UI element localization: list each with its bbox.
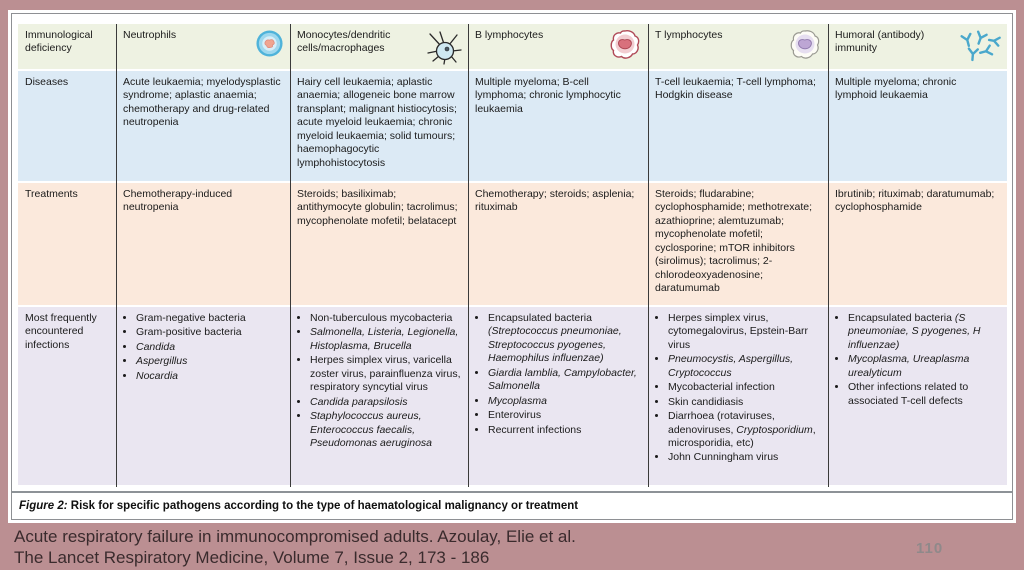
column-divider (290, 24, 291, 487)
figure-caption (19, 500, 1012, 512)
column-header-label: B lymphocytes (475, 29, 544, 41)
column-header-1 (116, 24, 290, 71)
infections-list (475, 312, 642, 437)
infection-item (488, 395, 642, 408)
column-header-content (835, 29, 1001, 63)
treatments-cell-2: Steroids; basiliximab; antithymocyte globulin; tacrolimus; mycophenolate mofetil; belatacept (290, 183, 468, 307)
figure-panel (11, 13, 1013, 520)
infection-text: Mycobacterial infection (668, 381, 775, 394)
corner-header-cell: Immunological deficiency (18, 24, 116, 71)
figure-caption-label: Figure 2: (19, 500, 68, 512)
infection-text: Non-tuberculous mycobacteria (310, 312, 453, 324)
t-lymphocyte-cell-icon (788, 29, 822, 60)
infection-item (488, 424, 642, 437)
infections-list (297, 312, 462, 450)
infection-text: Mycoplasma, Ureaplasma urealyticum (848, 353, 970, 379)
column-divider (828, 24, 829, 487)
infection-item (488, 312, 642, 366)
infection-text: Encapsulated bacteria (848, 312, 955, 324)
column-header-label: Humoral (antibody) immunity (835, 29, 925, 55)
citation-line-1: Acute respiratory failure in immunocompromised adults. Azoulay, Elie et al. (14, 527, 576, 546)
column-header-content (123, 29, 284, 58)
infection-item (310, 326, 462, 353)
diseases-row-label: Diseases (18, 71, 116, 183)
neutrophil-cell-icon (255, 29, 284, 58)
treatments-cell-3: Chemotherapy; steroids; asplenia; rituximab (468, 183, 648, 307)
infection-text: , microsporidia, etc) (668, 423, 816, 449)
infection-item (668, 381, 822, 394)
infection-text: Recurrent infections (488, 423, 582, 436)
infection-text: Aspergillus (136, 355, 188, 368)
infection-text: Cryptosporidium (736, 423, 813, 436)
frame-right-band (1016, 0, 1024, 570)
infection-text: Herpes simplex virus, cytomegalovirus, Epstein-Barr virus (668, 312, 809, 351)
frame-left-band (0, 0, 8, 570)
infection-text: (S pneumoniae, S pyogenes, H influenzae) (848, 312, 981, 351)
infection-item (488, 367, 642, 394)
risk-table-wrap (18, 24, 1007, 487)
column-header-4 (648, 24, 828, 71)
infection-item (668, 396, 822, 409)
column-header-label: Monocytes/dendritic cells/macrophages (297, 29, 391, 55)
infection-text: Gram-positive bacteria (136, 326, 242, 339)
table-header-row (18, 24, 1007, 71)
infection-item (136, 370, 284, 383)
diseases-row (18, 71, 1007, 183)
infections-row-label: Most frequently encountered infections (18, 307, 116, 487)
infection-item (310, 312, 462, 325)
infections-list (655, 312, 822, 465)
infection-text: Pneumocystis, Aspergillus, Cryptococcus (668, 353, 794, 379)
infection-text: Herpes simplex virus, varicella zoster virus, parainfluenza virus, respiratory syncytial virus (310, 354, 461, 394)
infection-item (136, 326, 284, 339)
column-divider (468, 24, 469, 487)
diseases-cell-5: Multiple myeloma; chronic lymphoid leukaemia (828, 71, 1007, 183)
infection-text: Nocardia (136, 369, 179, 382)
column-header-label: T lymphocytes (655, 29, 723, 41)
diseases-cell-3: Multiple myeloma; B-cell lymphoma; chronic lymphocytic leukaemia (468, 71, 648, 183)
citation-footer (0, 523, 1024, 570)
column-divider (116, 24, 117, 487)
infection-item (668, 353, 822, 380)
treatments-row-label: Treatments (18, 183, 116, 307)
column-header-content (655, 29, 822, 60)
infection-item (668, 312, 822, 352)
risk-table (18, 24, 1007, 487)
infection-text: Mycoplasma (488, 394, 547, 407)
infection-text: Other infections related to associated T-cell defects (848, 381, 969, 407)
figure-bottom-rule (12, 491, 1012, 493)
figure-slide (8, 10, 1016, 523)
infection-text: Skin candidiasis (668, 395, 744, 408)
infection-text: Staphylococcus aureus, Enterococcus faecalis, Pseudomonas aeruginosa (310, 410, 433, 449)
diseases-cell-2: Hairy cell leukaemia; aplastic anaemia; allogeneic bone marrow transplant; malignant histiocytosis; acute myeloid leukaemia; chronic myeloid leukaemia; solid tumours; haemophagocytic lymphohistocytosis (290, 71, 468, 183)
infection-text: Candida parapsilosis (310, 395, 408, 408)
b-lymphocyte-cell-icon (608, 29, 642, 60)
treatments-cell-5: Ibrutinib; rituximab; daratumumab; cyclophosphamide (828, 183, 1007, 307)
infection-text: Diarrhoea (rotaviruses, adenoviruses, (668, 410, 775, 436)
infection-item (848, 381, 1001, 408)
infection-text: Enterovirus (488, 409, 542, 422)
page-number: 110 (916, 540, 944, 557)
figure-caption-text: Risk for specific pathogens according to the type of haematological malignancy or treatment (67, 500, 579, 512)
infections-list (123, 312, 284, 383)
infection-text: John Cunningham virus (668, 451, 779, 464)
column-header-content (475, 29, 642, 60)
infections-cell-4 (648, 307, 828, 487)
treatments-row (18, 183, 1007, 307)
frame-top-band (0, 0, 1024, 10)
infections-cell-1 (116, 307, 290, 487)
infection-item (136, 341, 284, 354)
infection-item (136, 355, 284, 368)
infection-item (310, 396, 462, 409)
infection-text: Salmonella, Listeria, Legionella, Histoplasma, Brucella (310, 326, 459, 352)
infection-item (310, 354, 462, 394)
infection-item (848, 312, 1001, 352)
infections-cell-3 (468, 307, 648, 487)
column-header-5 (828, 24, 1007, 71)
column-header-3 (468, 24, 648, 71)
citation-line-2: The Lancet Respiratory Medicine, Volume 7, Issue 2, 173 - 186 (14, 547, 490, 567)
infections-row (18, 307, 1007, 487)
treatments-cell-1: Chemotherapy-induced neutropenia (116, 183, 290, 307)
infection-text: Candida (136, 340, 176, 353)
risk-table-body (18, 24, 1007, 487)
diseases-cell-1: Acute leukaemia; myelodysplastic syndrome; aplastic anaemia; chemotherapy and drug-related neutropenia (116, 71, 290, 183)
column-header-2 (290, 24, 468, 71)
infection-item (848, 353, 1001, 380)
infection-text: Encapsulated bacteria (488, 312, 592, 324)
infection-item (488, 409, 642, 422)
infections-list (835, 312, 1001, 408)
infections-cell-5 (828, 307, 1007, 487)
infection-text: Giardia lamblia, Campylobacter, Salmonella (488, 366, 637, 393)
column-header-content (297, 29, 462, 65)
treatments-cell-4: Steroids; fludarabine; cyclophosphamide; methotrexate; azathioprine; alemtuzumab; mycophenolate mofetil; cyclosporine; mTOR inhibitors (sirolimus); tacrolimus; 2-chlorodeoxyadenosine; daratumumab (648, 183, 828, 307)
antibody-icon (953, 29, 1001, 63)
infection-item (668, 451, 822, 464)
dendritic-cell-icon (426, 29, 462, 65)
infection-item (310, 410, 462, 450)
column-header-label: Neutrophils (123, 29, 177, 41)
column-divider (648, 24, 649, 487)
diseases-cell-4: T-cell leukaemia; T-cell lymphoma; Hodgkin disease (648, 71, 828, 183)
infection-item (136, 312, 284, 325)
infection-text: Gram-negative bacteria (136, 312, 246, 324)
infections-cell-2 (290, 307, 468, 487)
infection-item (668, 410, 822, 450)
infection-text: (Streptococcus pneumoniae, Streptococcus pyogenes, Haemophilus influenzae) (488, 325, 622, 365)
